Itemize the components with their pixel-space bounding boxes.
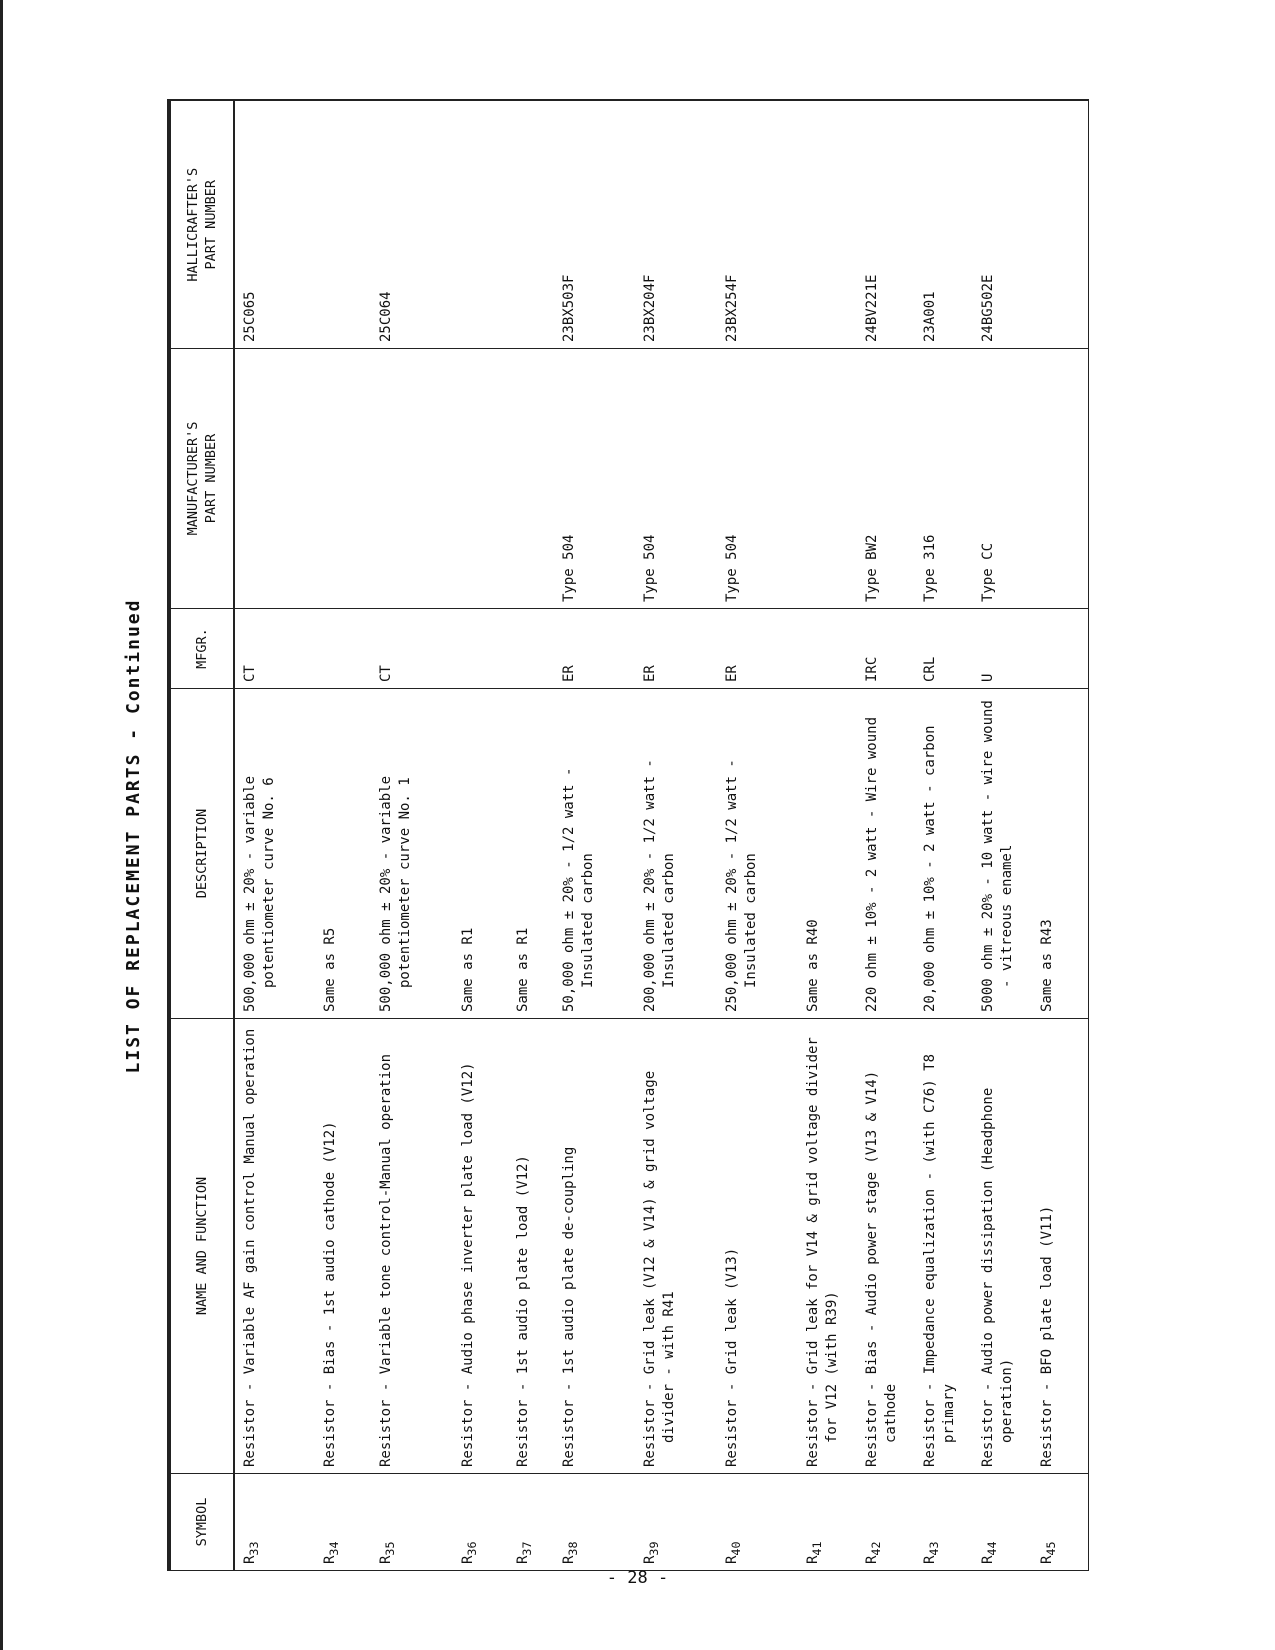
mfgr-cell [798, 609, 856, 689]
col-header-manufacturer-part: MANUFACTURER'S PART NUMBER [169, 349, 234, 609]
mfgr-cell: ER [635, 609, 716, 689]
hallicrafter-part-cell [452, 101, 508, 349]
description-cell: 500,000 ohm ± 20% - variable potentiometer curve No. 6 [234, 689, 315, 1019]
manufacturer-part-cell [798, 349, 856, 609]
hallicrafter-part-cell: 23BX254F [716, 101, 797, 349]
symbol-cell: $R_{44}$ [979, 1541, 999, 1564]
symbol-cell: $R_{42}$ [863, 1541, 882, 1564]
description-cell: 250,000 ohm ± 20% - 1/2 watt - Insulated carbon [716, 689, 797, 1019]
scan-edge [0, 0, 3, 1650]
mfgr-cell: CT [234, 609, 315, 689]
description-cell: Same as R1 [452, 689, 508, 1019]
description-cell: 50,000 ohm ± 20% - 1/2 watt - Insulated carbon [554, 689, 635, 1019]
hallicrafter-part-cell: 23BX204F [635, 101, 716, 349]
mfgr-cell: CRL [914, 609, 972, 689]
description-cell: 500,000 ohm ± 20% - variable potentiometer curve No. 1 [371, 689, 452, 1019]
name-function-cell: Resistor - Variable AF gain control Manual operation [234, 1019, 315, 1474]
table-row [973, 101, 1031, 1571]
hallicrafter-part-cell: 25C064 [371, 101, 452, 349]
mfgr-cell: ER [716, 609, 797, 689]
table-row [452, 101, 508, 1571]
table-row [234, 101, 315, 1571]
symbol-cell: $R_{41}$ [804, 1541, 824, 1564]
name-function-cell: Resistor - BFO plate load (V11) [1031, 1019, 1087, 1474]
col-header-mfgr: MFGR. [169, 609, 234, 689]
col-header-name-function: NAME AND FUNCTION [169, 1019, 234, 1474]
hallicrafter-part-cell: 23A001 [914, 101, 972, 349]
symbol-cell: $R_{33}$ [241, 1541, 261, 1564]
symbol-cell: $R_{36}$ [459, 1541, 478, 1564]
manufacturer-part-cell: Type 504 [716, 349, 797, 609]
name-function-cell: Resistor - Bias - 1st audio cathode (V12) [315, 1019, 371, 1474]
table-row [508, 101, 554, 1571]
table-row [1031, 101, 1087, 1571]
mfgr-cell: U [973, 609, 1031, 689]
description-cell: Same as R5 [315, 689, 371, 1019]
name-function-cell: Resistor - Impedance equalization - (with C76) T8 primary [914, 1019, 972, 1474]
manufacturer-part-cell [1031, 349, 1087, 609]
table-row [554, 101, 635, 1571]
mfgr-cell [508, 609, 554, 689]
page-number: - 28 - [606, 1568, 669, 1588]
hallicrafter-part-cell [798, 101, 856, 349]
table-header-row [169, 101, 234, 1571]
col-header-description: DESCRIPTION [169, 689, 234, 1019]
description-cell: 5000 ohm ± 20% - 10 watt - wire wound - vitreous enamel [973, 689, 1031, 1019]
symbol-cell: $R_{37}$ [514, 1541, 534, 1564]
description-cell: Same as R43 [1031, 689, 1087, 1019]
hallicrafter-part-cell: 24BG502E [973, 101, 1031, 349]
symbol-cell: $R_{38}$ [560, 1541, 580, 1564]
table-row [635, 101, 716, 1571]
manufacturer-part-cell: Type 504 [635, 349, 716, 609]
hallicrafter-part-cell: 25C065 [234, 101, 315, 349]
mfgr-cell [315, 609, 371, 689]
symbol-cell: $R_{45}$ [1038, 1541, 1058, 1564]
description-cell: Same as R40 [798, 689, 856, 1019]
manufacturer-part-cell [371, 349, 452, 609]
mfgr-cell: IRC [856, 609, 914, 689]
table-row [371, 101, 452, 1571]
description-cell: 20,000 ohm ± 10% - 2 watt - carbon [914, 689, 972, 1019]
replacement-parts-table [167, 100, 1089, 1572]
description-cell: 220 ohm ± 10% - 2 watt - Wire wound [856, 689, 914, 1019]
name-function-cell: Resistor - Audio power dissipation (Headphone operation) [973, 1019, 1031, 1474]
symbol-cell: $R_{39}$ [641, 1541, 661, 1564]
col-header-symbol: SYMBOL [169, 1474, 234, 1571]
symbol-cell: $R_{35}$ [377, 1541, 397, 1564]
table-filler-row [1087, 101, 1088, 1571]
hallicrafter-part-cell [315, 101, 371, 349]
symbol-cell: $R_{40}$ [723, 1541, 743, 1564]
name-function-cell: Resistor - Variable tone control-Manual operation [371, 1019, 452, 1474]
symbol-cell: $R_{34}$ [321, 1541, 341, 1564]
description-cell: Same as R1 [508, 689, 554, 1019]
name-function-cell: Resistor - Grid leak (V12 & V14) & grid voltage divider - with R41 [635, 1019, 716, 1474]
manufacturer-part-cell: Type 316 [914, 349, 972, 609]
manufacturer-part-cell: Type CC [973, 349, 1031, 609]
mfgr-cell [452, 609, 508, 689]
page-title: LIST OF REPLACEMENT PARTS - Continued [122, 598, 144, 1074]
hallicrafter-part-cell [508, 101, 554, 349]
mfgr-cell [1031, 609, 1087, 689]
manufacturer-part-cell [508, 349, 554, 609]
name-function-cell: Resistor - Grid leak (V13) [716, 1019, 797, 1474]
manufacturer-part-cell: Type 504 [554, 349, 635, 609]
name-function-cell: Resistor - Grid leak for V14 & grid voltage divider for V12 (with R39) [798, 1019, 856, 1474]
rotated-parts-sheet [109, 101, 1089, 1571]
name-function-cell: Resistor - 1st audio plate de-coupling [554, 1019, 635, 1474]
manufacturer-part-cell [315, 349, 371, 609]
name-function-cell: Resistor - 1st audio plate load (V12) [508, 1019, 554, 1474]
hallicrafter-part-cell [1031, 101, 1087, 349]
manufacturer-part-cell: Type BW2 [856, 349, 914, 609]
manufacturer-part-cell [452, 349, 508, 609]
name-function-cell: Resistor - Bias - Audio power stage (V13 & V14) cathode [856, 1019, 914, 1474]
mfgr-cell: ER [554, 609, 635, 689]
mfgr-cell: CT [371, 609, 452, 689]
hallicrafter-part-cell: 24BV221E [856, 101, 914, 349]
table-row [716, 101, 797, 1571]
symbol-cell: $R_{43}$ [921, 1541, 941, 1564]
table-row [914, 101, 972, 1571]
description-cell: 200,000 ohm ± 20% - 1/2 watt - Insulated carbon [635, 689, 716, 1019]
manufacturer-part-cell [234, 349, 315, 609]
table-row [856, 101, 914, 1571]
table-row [315, 101, 371, 1571]
hallicrafter-part-cell: 23BX503F [554, 101, 635, 349]
name-function-cell: Resistor - Audio phase inverter plate load (V12) [452, 1019, 508, 1474]
table-row [798, 101, 856, 1571]
col-header-hallicrafter-part: HALLICRAFTER'S PART NUMBER [169, 101, 234, 349]
